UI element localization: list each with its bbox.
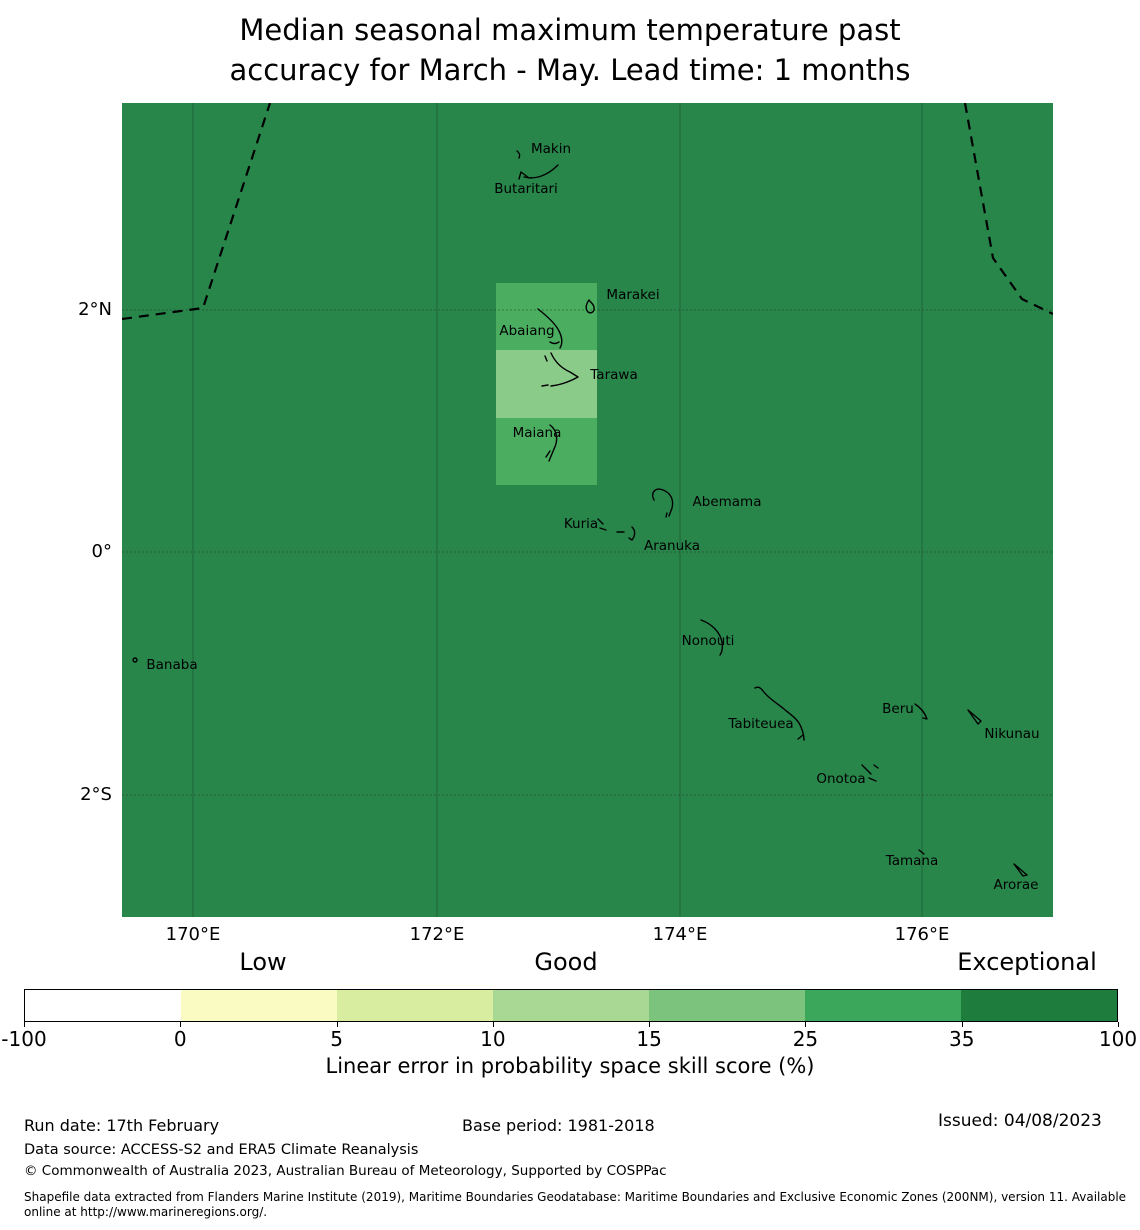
map-canvas: [122, 103, 1053, 917]
issued-date-text: Issued: 04/08/2023: [938, 1111, 1102, 1131]
island-label-marakei: Marakei: [606, 287, 660, 303]
colorbar-tick-label: 15: [636, 1027, 662, 1051]
colorbar-tick-label: 35: [948, 1027, 975, 1051]
island-label-butaritari: Butaritari: [494, 181, 558, 197]
colorbar-tick-label: 5: [330, 1027, 343, 1051]
island-label-tarawa: Tarawa: [590, 367, 638, 383]
island-label-kuria: Kuria: [563, 516, 599, 532]
copyright-text: © Commonwealth of Australia 2023, Australian Bureau of Meteorology, Supported by COSPPac: [24, 1163, 667, 1179]
island-label-onotoa: Onotoa: [816, 771, 866, 787]
figure-title: [0, 10, 1140, 90]
x-axis-tick-label: 172°E: [409, 924, 465, 945]
y-axis-tick-label: 0°: [91, 541, 112, 562]
colorbar-segment-5: [805, 990, 961, 1021]
island-label-tabiteuea: Tabiteuea: [728, 716, 794, 732]
run-date-text: Run date: 17th February: [24, 1116, 220, 1135]
data-source-text: Data source: ACCESS-S2 and ERA5 Climate Reanalysis: [24, 1142, 419, 1158]
colorbar-segment-0: [25, 990, 181, 1021]
x-axis-tick-label: 176°E: [894, 924, 950, 945]
figure-title-line2: accuracy for March - May. Lead time: 1 months: [229, 53, 911, 87]
colorbar-tick-label: 0: [173, 1027, 187, 1051]
skill-category-label-low: Low: [239, 948, 287, 976]
y-axis-tick-label: 2°S: [80, 784, 112, 805]
island-label-abaiang: Abaiang: [499, 323, 555, 339]
island-label-maiana: Maiana: [512, 425, 562, 441]
island-label-beru: Beru: [882, 701, 914, 717]
skill-category-label-good: Good: [534, 948, 598, 976]
island-label-nonouti: Nonouti: [681, 633, 735, 649]
colorbar-tick-label: 100: [1098, 1027, 1138, 1051]
colorbar-axis-label: Linear error in probability space skill score (%): [325, 1054, 815, 1078]
colorbar-tick-label: -100: [1, 1027, 47, 1051]
x-axis-tick-label: 170°E: [165, 924, 221, 945]
figure-title-line1: Median seasonal maximum temperature past: [239, 13, 901, 47]
colorbar-segment-3: [493, 990, 649, 1021]
island-label-nikunau: Nikunau: [984, 726, 1040, 742]
island-label-aranuka: Aranuka: [643, 538, 701, 554]
colorbar-segment-4: [649, 990, 805, 1021]
colorbar-segment-2: [337, 990, 493, 1021]
colorbar: [24, 989, 1118, 1022]
colorbar-tick-label: 25: [792, 1027, 819, 1051]
x-axis-tick-label: 174°E: [652, 924, 708, 945]
base-period-text: Base period: 1981-2018: [462, 1116, 655, 1135]
y-axis-tick-label: 2°N: [78, 299, 112, 320]
colorbar-segment-6: [961, 990, 1117, 1021]
skill-category-label-exceptional: Exceptional: [957, 948, 1097, 976]
island-label-tamana: Tamana: [885, 853, 939, 869]
island-label-arorae: Arorae: [993, 877, 1039, 893]
colorbar-tick-label: 10: [480, 1027, 506, 1051]
island-label-banaba: Banaba: [146, 657, 198, 673]
island-label-abemama: Abemama: [692, 494, 762, 510]
island-label-makin: Makin: [530, 141, 572, 157]
colorbar-segment-1: [181, 990, 337, 1021]
shapefile-note-text: Shapefile data extracted from Flanders Marine Institute (2019), Maritime Boundaries Geodatabase: Maritime Boundaries and Exclusive Economic Zones (200NM), version 11. Available online at http://www.marineregions.org/.: [24, 1190, 1127, 1219]
